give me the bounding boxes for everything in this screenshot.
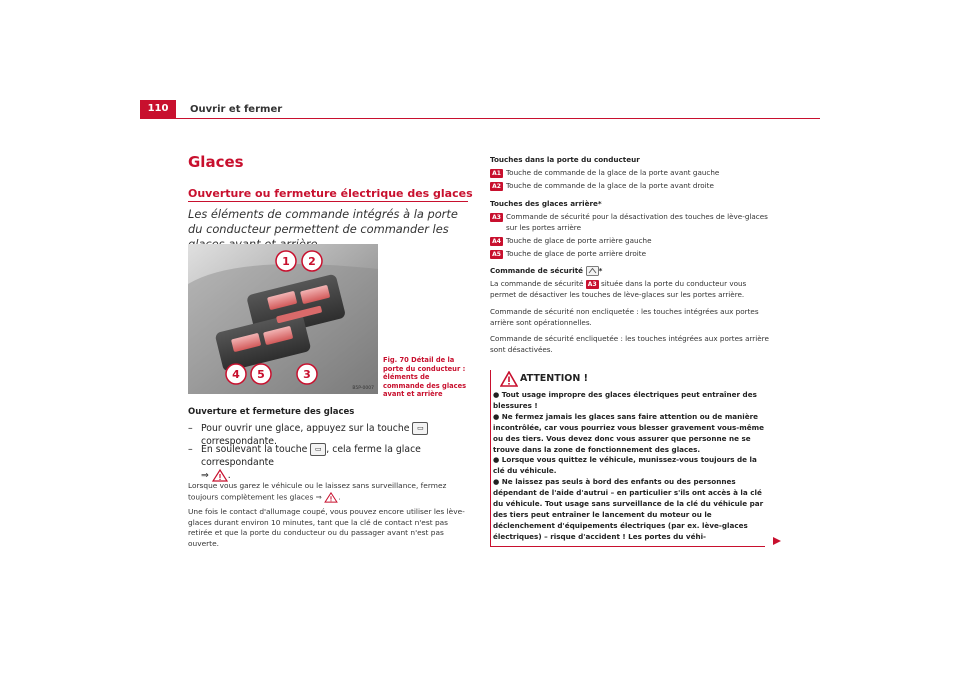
ignition-paragraph: Une fois le contact d'allumage coupé, vous pouvez encore utiliser les lève-glaces durant environ 10 minutes, tant que la clé de contact n'est pas retirée et que la porte du conducteur ou du passager avant n'est pas ouverte. bbox=[188, 507, 465, 548]
callout-3: 3 bbox=[303, 368, 311, 381]
instruction-close-text: En soulevant la touche bbox=[201, 444, 308, 455]
safety-unlocked: Commande de sécurité non encliquetée : les touches intégrées aux portes arrière sont opérationnelles. bbox=[490, 307, 759, 327]
safety-heading-star: * bbox=[598, 266, 603, 275]
key-a5 bbox=[490, 249, 772, 260]
safety-heading-text: Commande de sécurité bbox=[490, 266, 584, 275]
subtitle-divider bbox=[188, 201, 468, 202]
bullet-mark: ● bbox=[493, 390, 500, 399]
open-close-heading: Ouverture et fermeture des glaces bbox=[188, 407, 355, 417]
callout-5: 5 bbox=[257, 368, 265, 381]
callout-2: 2 bbox=[308, 255, 316, 268]
safety-heading bbox=[490, 266, 602, 277]
instruction-open-suffix: correspondante. bbox=[201, 436, 277, 447]
attention-item bbox=[493, 477, 765, 542]
dash-mark: – bbox=[188, 444, 193, 455]
attention-text: Ne fermez jamais les glaces sans faire attention ou de manière incontrôlée, car vous pourriez vous blesser gravement vous-même ou des tiers. Vous devez donc vous assurer que personne ne se trouve dans la zone de fonctionnement des glaces. bbox=[493, 411, 764, 454]
attention-text: Ne laissez pas seuls à bord des enfants ou des personnes dépendant de l'aide d'autrui – en particulier s'ils ont accès à la clé du véhicule. Tout usage sans surveillance de la clé du véhicule par des tiers peut entraîner le lancement du moteur ou le déclenchement d'équipements électriques (par ex. lève-glaces électriques) – risque d'accident ! Les portes du véhi- bbox=[493, 477, 764, 541]
warning-icon bbox=[500, 371, 518, 387]
figure-caption: Fig. 70 Détail de la porte du conducteur : éléments de commande des glaces avant et arrière bbox=[383, 356, 467, 398]
key-a5-text: Touche de glace de porte arrière droite bbox=[506, 249, 647, 258]
running-title: Ouvrir et fermer bbox=[190, 104, 283, 115]
dash-mark: – bbox=[188, 423, 193, 434]
instruction-close bbox=[188, 443, 473, 482]
park-text-end: . bbox=[338, 492, 341, 501]
callout-4: 4 bbox=[232, 368, 240, 381]
callout-1: 1 bbox=[282, 255, 290, 268]
header-divider bbox=[140, 118, 820, 119]
key-a1-text: Touche de commande de la glace de la porte avant gauche bbox=[506, 168, 720, 177]
arrow-ref: ⇒ bbox=[201, 470, 209, 481]
badge-a1: A1 bbox=[490, 169, 503, 178]
badge-a5: A5 bbox=[490, 250, 503, 259]
park-text: Lorsque vous garez le véhicule ou le laissez sans surveillance, fermez toujours complètement les glaces ⇒ bbox=[188, 481, 447, 501]
bullet-mark: ● bbox=[493, 477, 500, 487]
instruction-close-mid: , cela ferme la glace correspondante bbox=[201, 444, 421, 468]
safety-text: La commande de sécurité bbox=[490, 279, 584, 288]
attention-title: ATTENTION ! bbox=[520, 373, 588, 384]
driver-keys-heading: Touches dans la porte du conducteur bbox=[490, 155, 640, 164]
key-a3-text: Commande de sécurité pour la désactivation des touches de lève-glaces sur les portes arrière bbox=[506, 212, 768, 232]
badge-a4: A4 bbox=[490, 237, 503, 246]
safety-locked: Commande de sécurité encliquetée : les touches intégrées aux portes arrière sont désactivées. bbox=[490, 334, 769, 354]
child-lock-icon bbox=[586, 266, 599, 276]
door-controls-photo bbox=[188, 244, 378, 394]
instruction-open-text: Pour ouvrir une glace, appuyez sur la touche bbox=[201, 423, 410, 434]
badge-a3-inline: A3 bbox=[586, 280, 599, 289]
rear-keys-heading: Touches des glaces arrière* bbox=[490, 199, 602, 208]
attention-text: Tout usage impropre des glaces électriques peut entraîner des blessures ! bbox=[493, 390, 757, 410]
key-a1 bbox=[490, 168, 772, 179]
attention-item bbox=[493, 390, 765, 412]
continue-arrow-icon bbox=[772, 536, 782, 546]
key-a4 bbox=[490, 236, 772, 247]
bullet-mark: ● bbox=[493, 455, 500, 465]
attention-list bbox=[493, 390, 765, 543]
window-key-icon: ▭ bbox=[412, 422, 428, 435]
section-subtitle: Ouverture ou fermeture électrique des glaces bbox=[188, 187, 473, 200]
badge-a2: A2 bbox=[490, 182, 503, 191]
safety-text-end: située dans la porte du conducteur vous permet de désactiver les touches de lève-glaces sur les portes arrière. bbox=[490, 279, 747, 299]
safety-paragraph bbox=[490, 279, 772, 300]
key-a3 bbox=[490, 212, 772, 233]
bullet-mark: ● bbox=[493, 411, 500, 421]
key-a4-text: Touche de glace de porte arrière gauche bbox=[506, 236, 652, 245]
intro-text: Les éléments de commande intégrés à la porte du conducteur permettent de commander les bbox=[188, 207, 458, 236]
attention-item bbox=[493, 412, 765, 456]
key-a2 bbox=[490, 181, 772, 192]
section-title: Glaces bbox=[188, 153, 244, 171]
instruction-close-end: . bbox=[227, 470, 231, 481]
window-key-icon: ▭ bbox=[310, 443, 326, 456]
key-a2-text: Touche de commande de la glace de la porte avant droite bbox=[506, 181, 714, 190]
badge-a3: A3 bbox=[490, 213, 503, 222]
attention-item bbox=[493, 455, 765, 477]
park-paragraph bbox=[188, 481, 470, 503]
warning-icon bbox=[324, 492, 341, 503]
figure-code: B5P-0007 bbox=[352, 386, 374, 391]
attention-text: Lorsque vous quittez le véhicule, munissez-vous toujours de la clé du véhicule. bbox=[493, 455, 757, 476]
page-number: 110 bbox=[140, 100, 176, 118]
